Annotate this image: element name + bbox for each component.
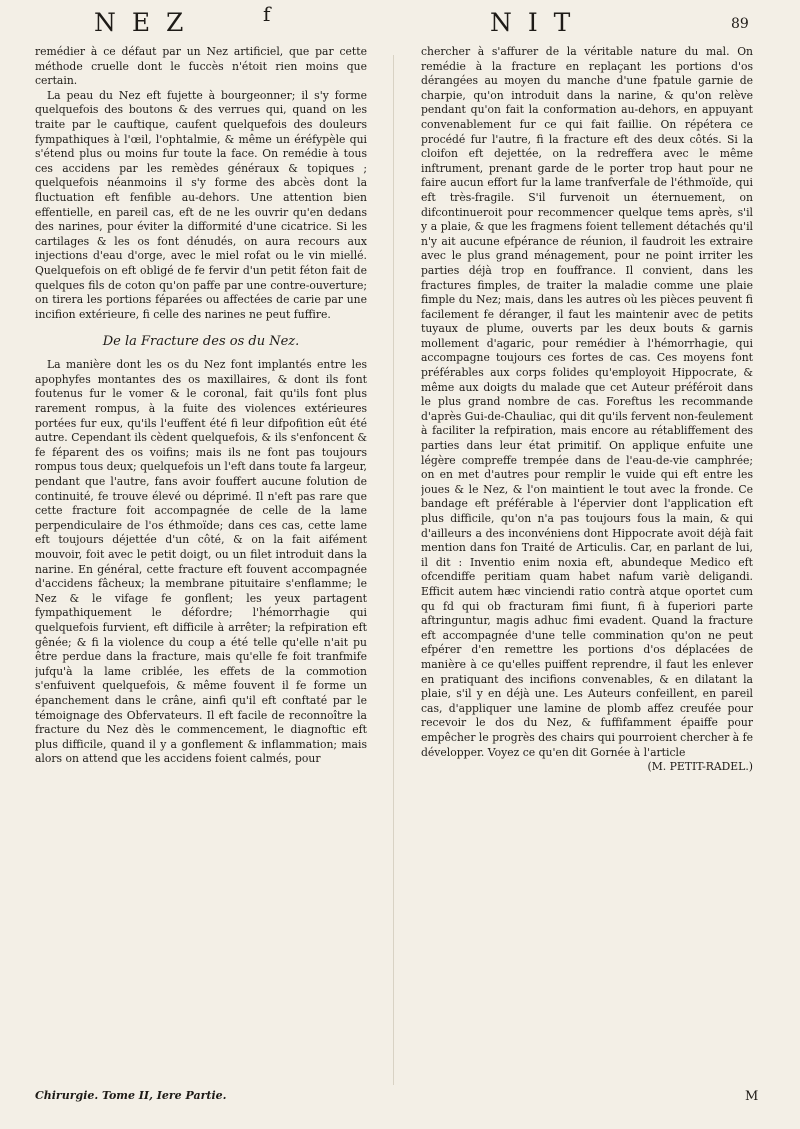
right-column (421, 45, 753, 1085)
paragraph: La manière dont les os du Nez font implantés entre les apophyfes montantes des os maxillaires, & dont ils font foutenus fur le vomer & le coronal, fait qu'ils font plus rarement rompus, à la fuite des violences extérieures portées fur eux, qu'ils l'euffent été fi leur difpofition eût été autre. Cependant ils cèdent quelquefois, & ils s'enfoncent & fe féparent des os voifins; mais ils ne font pas toujours rompus tous deux; quelquefois un l'eft dans toute fa largeur, pendant que l'autre, fans avoir fouffert aucune folution de continuité, fe trouve élevé ou déprimé. Il n'eft pas rare que cette fracture foit accompagnée de celle de la lame perpendiculaire de l'os éthmoïde; dans ces cas, cette lame eft toujours déjettée d'un côté, & on la fait aifément mouvoir, foit avec le petit doigt, ou un filet introduit dans la narine. En général, cette fracture eft fouvent accompagnée d'accidens fâcheux; la membrane pituitaire s'enflamme; le Nez & le vifage fe gonflent; les yeux partagent fympathiquement le défordre; l'hémorrhagie qui quelquefois furvient, eft difficile à arrêter; la refpiration eft gênée; & fi la violence du coup a été telle qu'elle n'ait pu être perdue dans la fracture, mais qu'elle fe foit tranfmife jufqu'à la lame criblée, les effets de la commotion s'enfuivent quelquefois, & même fouvent il fe forme un épanchement dans le crâne, ainfi qu'il eft conftaté par le témoignage des Obfervateurs. Il eft facile de reconnoître la fracture du Nez dès le commencement, le diagnoftic eft plus difficile, quand il y a gonflement & inflammation; mais alors on attend que les accidens foient calmés, pour (35, 358, 367, 766)
paragraph: remédier à ce défaut par un Nez artificiel, que par cette méthode cruelle dont le fuccès n'étoit rien moins que certain. (35, 45, 367, 88)
left-column (35, 45, 367, 1085)
footer-signature-mark: M (745, 1089, 759, 1104)
page-number: 89 (731, 16, 749, 32)
running-head-left: N E Z (94, 8, 188, 37)
author-signature: (M. PETIT-RADEL.) (647, 760, 753, 774)
column-gutter (393, 55, 394, 1085)
paragraph: chercher à s'affurer de la véritable nature du mal. On remédie à la fracture en replaçant les portions d'os dérangées au moyen du manche d'une fpatule garnie de charpie, qu'on introduit dans la narine, & qu'on relève pendant qu'on fait la conformation au-dehors, en appuyant convenablement fur ce qui fait faillie. On répétera ce procédé fur l'autre, fi la fracture eft des deux côtés. Si la cloifon eft dejettée, on la redreffera avec le même inftrument, prenant garde de le porter trop haut pour ne faire aucun effort fur la lame tranfverfale de l'éthmoïde, qui eft très-fragile. S'il furvenoit un éternuement, on difcontinueroit pour recommencer quelque tems après, s'il y a plaie, & que les fragmens foient tellement détachés qu'il n'y ait aucune efpérance de réunion, il faudroit les extraire avec le plus grand ménagement, pour ne point irriter les parties déjà trop en fouffrance. Il convient, dans les fractures fimples, de traiter la maladie comme une plaie fimple du Nez; mais, dans les autres où les pièces peuvent fi facilement fe déranger, il faut les maintenir avec de petits tuyaux de plume, ouverts par les deux bouts & garnis mollement d'agaric, pour remédier à l'hémorrhagie, qui accompagne toujours ces fortes de cas. Ces moyens font préférables aux corps folides qu'employoit Hippocrate, & même aux doigts du malade que cet Auteur préféroit dans le plus grand nombre de cas. Foreftus les recommande d'après Gui-de-Chauliac, qui dit qu'ils fervent non-feulement à faciliter la refpiration, mais encore au rétabliffement des parties dans leur état primitif. On applique enfuite une légère compreffe trempée dans de l'eau-de-vie camphrée; on en met d'autres pour remplir le vuide qui eft entre les joues & le Nez, & l'on maintient le tout avec la fronde. Ce bandage eft préférable à l'épervier dont l'application eft plus difficile, qu'on n'a pas toujours fous la main, & qui d'ailleurs a des inconvéniens dont Hippocrate avoit déjà fait mention dans fon Traité de Articulis. Car, en parlant de lui, il dit : Inventio enim noxia eft, abundeque Medico eft ofcendiffe peritiam quam habet nafum variè deligandi. Efficit autem hæc vinciendi ratio contrà atque oportet cum qu fd qui ob fracturam fimi fiunt, fi à fuperiori parte aftringuntur, magis adhuc fimi evadent. Quand la fracture eft accompagnée d'une telle commination qu'on ne peut efpérer d'en remettre les portions d'os déplacées de manière à ce qu'elles puiffent reprendre, il faut les enlever en pratiquant des incifions convenables, & en dilatant la plaie, s'il y en déjà une. Les Auteurs confeillent, en pareil cas, d'appliquer une lamine de plomb affez creufée pour recevoir le dos du Nez, & fuffifamment épaiffe pour empêcher le progrès des chairs qui pourroient chercher à fe développer. Voyez ce qu'en dit Gornée à l'article (421, 45, 753, 759)
running-head-right: N I T (490, 8, 575, 37)
paragraph: La peau du Nez eft fujette à bourgeonner; il s'y forme quelquefois des boutons & des verrues qui, quand on les traite par le cauftique, caufent quelquefois des douleurs fympathiques à l'œil, l'ophtalmie, & même un éréfypèle qui s'étend plus ou moins fur toute la face. On remédie à tous ces accidens par les remèdes généraux & topiques ; quelquefois néanmoins il s'y forme des abcès dont la fluctuation eft fenfible au-dehors. Une attention bien effentielle, en pareil cas, eft de ne les ouvrir qu'en dedans des narines, pour éviter la difformité d'une cicatrice. Si les cartilages & les os font dénudés, on aura recours aux injections d'eau d'orge, avec le miel rofat ou le vin miellé. Quelquefois on eft obligé de fe fervir d'un petit féton fait de quelques fils de coton qu'on paffe par une contre-ouverture; on tirera les portions féparées ou affectées de carie par une incifion extérieure, fi celle des narines ne peut fuffire. (35, 88, 367, 321)
header-mark: f (263, 2, 271, 26)
footer-volume: Chirurgie. Tome II, Iere Partie. (35, 1089, 227, 1102)
section-title: De la Fracture des os du Nez. (102, 334, 300, 350)
